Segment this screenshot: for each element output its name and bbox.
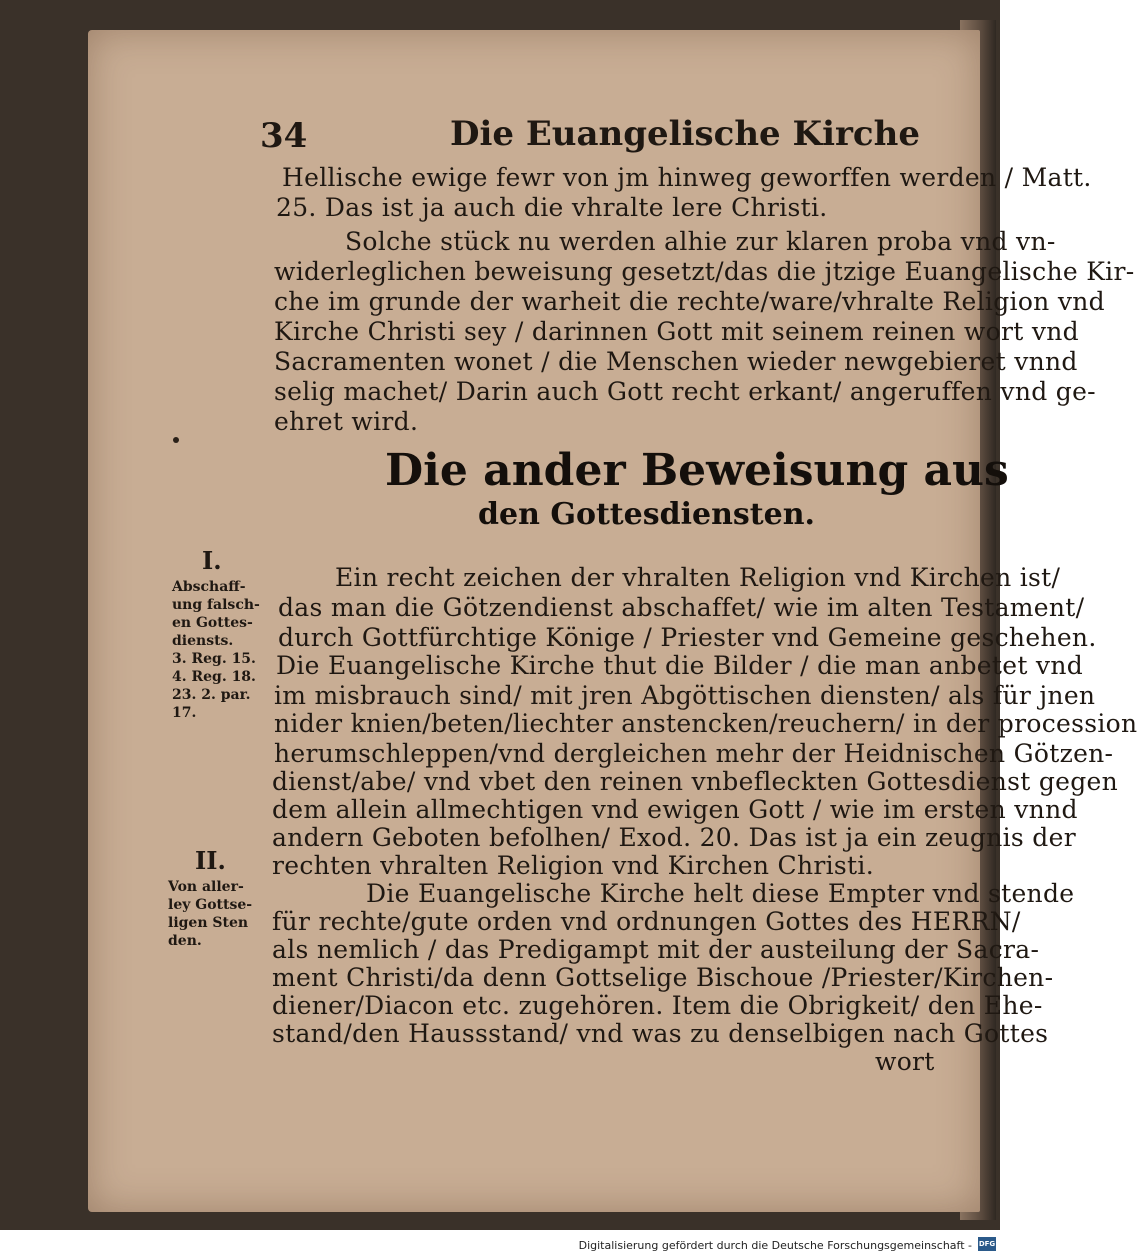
running-title: Die Euangelische Kirche: [450, 114, 920, 154]
margin-note-line: ligen Sten: [168, 915, 249, 931]
text-line: ment Christi/da denn Gottselige Bischoue /Priester/Kirchen-: [272, 963, 1054, 992]
text-line: das man die Götzendienst abschaffet/ wie im alten Testament/: [278, 593, 1085, 622]
ink-spot: [173, 437, 179, 443]
text-line: Ein recht zeichen der vhralten Religion vnd Kirchen ist/: [335, 563, 1061, 592]
margin-note-line: 17.: [172, 705, 197, 721]
margin-note-number: II.: [195, 846, 226, 875]
margin-note-line: den.: [168, 933, 202, 949]
text-line: Kirche Christi sey / darinnen Gott mit seinem reinen wort vnd: [274, 317, 1079, 346]
text-line: che im grunde der warheit die rechte/ware/vhralte Religion vnd: [274, 287, 1105, 316]
section-subheading: den Gottesdiensten.: [478, 497, 816, 532]
margin-note-line: 4. Reg. 18.: [172, 669, 256, 685]
text-line: als nemlich / das Predigampt mit der austeilung der Sacra-: [272, 935, 1040, 964]
margin-note-line: en Gottes-: [172, 615, 253, 631]
dfg-logo: DFG: [978, 1237, 996, 1251]
digitization-credit: Digitalisierung gefördert durch die Deutsche Forschungsgemeinschaft -: [578, 1239, 972, 1252]
margin-note: [172, 578, 260, 722]
text-line: Sacramenten wonet / die Menschen wieder newgebieret vnnd: [274, 347, 1078, 376]
text-line: selig machet/ Darin auch Gott recht erkant/ angeruffen vnd ge-: [274, 377, 1096, 406]
text-line: im misbrauch sind/ mit jren Abgöttischen diensten/ als für jnen: [274, 681, 1096, 710]
margin-note-line: ung falsch-: [172, 597, 260, 613]
text-line: durch Gottfürchtige Könige / Priester vnd Gemeine geschehen.: [278, 623, 1097, 652]
text-line: ehret wird.: [274, 407, 419, 436]
text-line: rechten vhralten Religion vnd Kirchen Christi.: [272, 851, 874, 880]
page-header: [260, 110, 940, 160]
margin-note-line: Von aller-: [168, 879, 244, 895]
text-line: dienst/abe/ vnd vbet den reinen vnbefleckten Gottesdienst gegen: [272, 767, 1119, 796]
section-heading: Die ander Beweisung aus: [385, 445, 1009, 496]
text-line: Solche stück nu werden alhie zur klaren proba vnd vn-: [345, 227, 1056, 256]
margin-note-line: 23. 2. par.: [172, 687, 251, 703]
margin-note: [168, 878, 252, 950]
text-line: herumschleppen/vnd dergleichen mehr der Heidnischen Götzen-: [274, 739, 1114, 768]
text-line: für rechte/gute orden vnd ordnungen Gottes des HERRN/: [272, 907, 1021, 936]
text-line: dem allein allmechtigen vnd ewigen Gott / wie im ersten vnnd: [272, 795, 1078, 824]
text-line: Die Euangelische Kirche helt diese Empter vnd stende: [366, 879, 1075, 908]
margin-note-line: 3. Reg. 15.: [172, 651, 256, 667]
text-line: Hellische ewige fewr von jm hinweg geworffen werden / Matt.: [282, 163, 1092, 192]
margin-note-number: I.: [202, 546, 222, 575]
text-line: diener/Diacon etc. zugehören. Item die Obrigkeit/ den Ehe-: [272, 991, 1043, 1020]
text-line: 25. Das ist ja auch die vhralte lere Christi.: [276, 193, 828, 222]
text-line: nider knien/beten/liechter anstencken/reuchern/ in der procession: [274, 709, 1137, 738]
text-line: widerleglichen beweisung gesetzt/das die jtzige Euangelische Kir-: [274, 257, 1135, 286]
page-number: 34: [260, 116, 308, 156]
text-line: Die Euangelische Kirche thut die Bilder / die man anbetet vnd: [276, 651, 1084, 680]
text-line: stand/den Haussstand/ vnd was zu denselbigen nach Gottes: [272, 1019, 1049, 1048]
margin-note-line: ley Gottse-: [168, 897, 253, 913]
catchword: wort: [875, 1047, 935, 1076]
margin-note-line: diensts.: [172, 633, 234, 649]
text-line: andern Geboten befolhen/ Exod. 20. Das ist ja ein zeugnis der: [272, 823, 1076, 852]
margin-note-line: Abschaff-: [172, 579, 246, 595]
